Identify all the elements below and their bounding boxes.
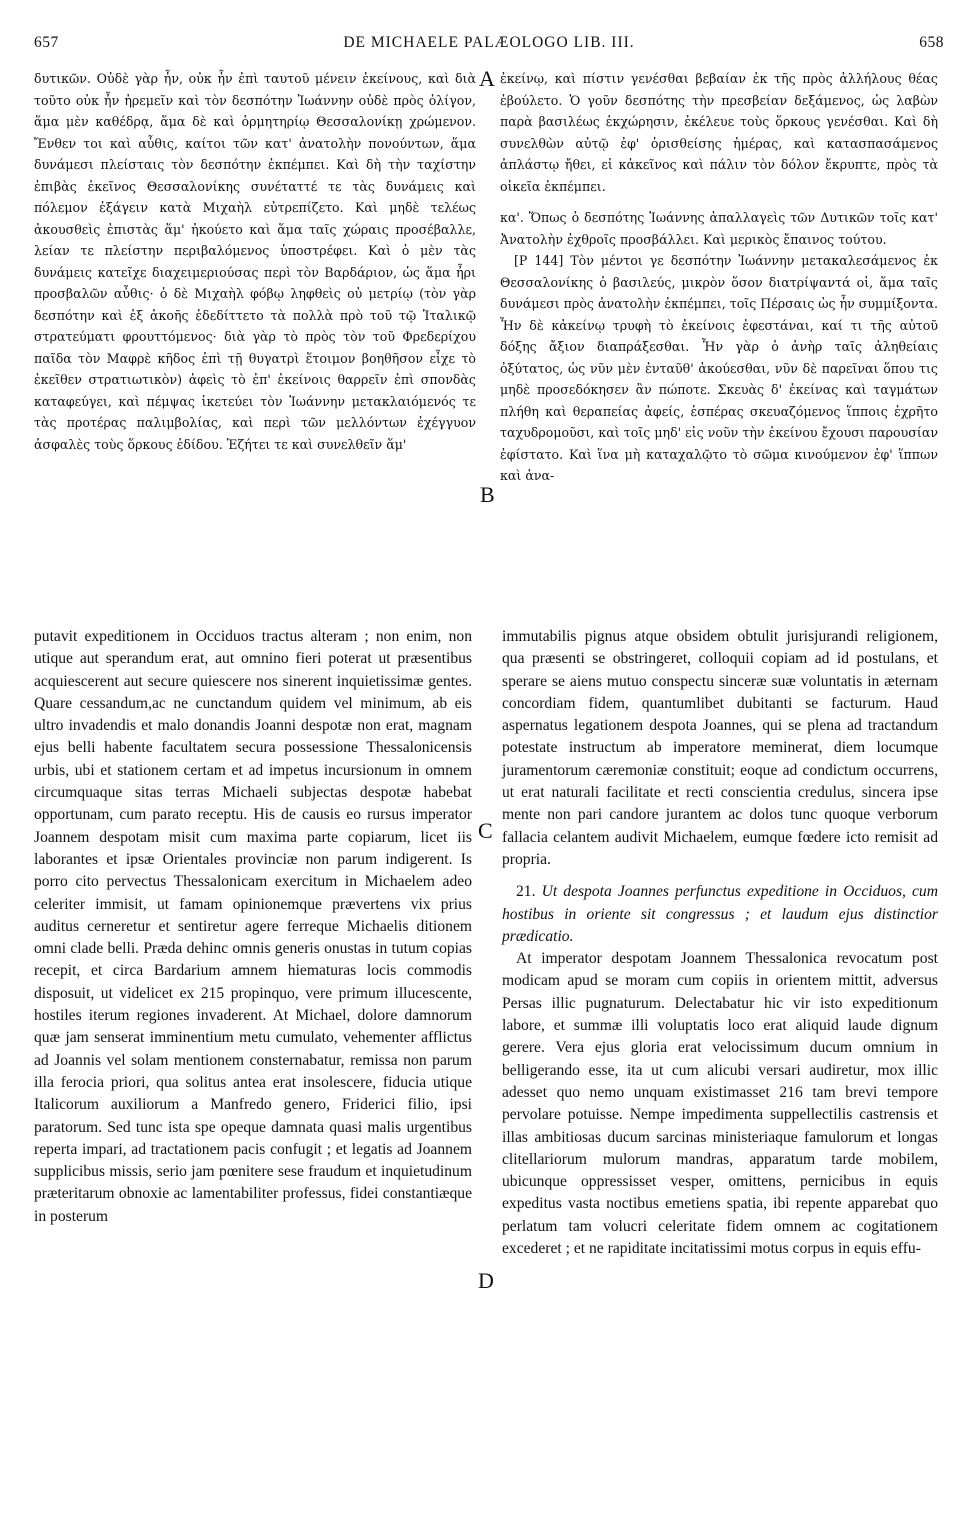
page-number-right: 658	[919, 34, 944, 51]
running-head-title: DE MICHAELE PALÆOLOGO LIB. III.	[343, 34, 635, 51]
latin-chapter-heading	[502, 881, 938, 948]
margin-marker-d: D	[478, 1268, 494, 1293]
running-header	[34, 34, 944, 56]
greek-column-right	[500, 68, 938, 487]
greek-chapter-heading: κα'. Ὅπως ὁ δεσπότης Ἰωάννης ἀπαλλαγεὶς τῶν Δυτικῶν τοῖς κατ' Ἀνατολὴν ἐχθροῖς προσβάλλει. Καὶ μερικὸς ἔπαινος τούτου.	[500, 210, 938, 247]
margin-marker-a: A	[479, 66, 495, 91]
margin-marker-c: C	[478, 818, 493, 843]
latin-paragraph: putavit expeditionem in Occiduos tractus alteram ; non enim, non utique aut sperandum erat, aut omnino fieri poterat ut præsentibus acquiescerent aut secure quiescere nos sinerent inquietissimæ gentes. Quare cessandum,ac ne cunctandum quidem vel minimum, ab eis ultro invadendis et malo donandis Joanni despotæ non erat, magnam ejus belli habente facultatem secura possessione Thessalonicensis urbis, ubi et stationem certam et ad impetus incursionum in omnem circumquaque sitas terras Michaeli subjectas despotæ habebat opportunam, cum parato receptu. His de causis eo rursus imperator Joannem despotam misit cum maxima parte copiarum, licet iis laborantes et ipsæ Orientales provinciæ non parum indigerent. Is porro cito pervectus Thessalonicam exercitum in Michaelem adeo celeriter immisit, ut famam opinionemque prævertens vix prius auditus cerneretur et sentiretur agere ferreque Michaelis ditionem omni clade belli. Præda dehinc omnis generis onustas in tutum copias recepit, et circa Bardarium amnem hiematuras locis commodis disposuit, ut videlicet ex 215 propinquo, vere primum illucescente, hostiles iterum regiones invaderent. At Michael, dolore damnorum quæ jam senserat imminentium metu cumulato, vehementer afflictus ad Joannis vel solam mentionem consternabatur, remissa non parum illa ferocia priori, qua solitus antea erat insolescere, fiducia utique Italicorum auxiliorum a Manfredo genero, Friderici filio, ipsi paratorum. Sed tunc ista spe opeque damnata quasi malis urgentibus reperta impari, ad tractationem pacis confugit ; et legatis ad Joannem supplicibus missis, serio jam pœnitere sese fraudum et inquietudinum præteritarum obnoxie ac lamentabiliter professus, fidei constantiæque in posterum	[34, 628, 472, 1225]
page-number-left: 657	[34, 34, 59, 51]
latin-column-right	[502, 626, 938, 1260]
latin-paragraph: immutabilis pignus atque obsidem obtulit jurisjurandi religionem, qua præsenti se obstringeret, colloquii copiam ad id postulans, et sperare se aiens mutuo conspectu sinceræ suæ voluntatis in æternam concordiam fidem, quantumlibet dubitanti se facturum. Haud aspernatus legationem despota Joannes, qui se plena ad tractandum potestate instructum ab imperatore meminerat, diem locumque juramentorum cæremoniæ constituit; eoque ad condictum occurrens, ut erat naturali facilitate et recti conscientia credulus, sincera ipse mente non pari candore jurantem ac dolos tunc quoque verborum fallacia celantem audivit Michaelem, eumque fœdere icto remisit ad propria.	[502, 628, 938, 868]
chapter-heading-text: Ut despota Joannes perfunctus expeditione in Occiduos, cum hostibus in oriente sit congressus ; et laudum ejus distinctior prædicatio.	[502, 883, 938, 945]
latin-column-left	[34, 626, 472, 1228]
latin-paragraph: At imperator despotam Joannem Thessalonica revocatum post modicam apud se moram cum copiis in orientem mittit, adversus Persas illic pugnaturum. Delectabatur hic vir isto expeditionum labore, et summæ illi voluptatis loco erat aliquid laude dignum gerere. Vera ejus gloria erat velocissimum ducum omnium in belligerando esse, ita ut cum alicubi versari audiretur, mox illic adesset quo nemo unquam existimasset 216 tam brevi tempore pervolare potuisse. Nempe impedimenta suppellectilis castrensis et illas ambitiosas ducum sarcinas ministeriaque famulorum et longas clitellariorum mulorum mandras, apparatum tarde mobilem, ubicunque oppressisset vesper, omittens, pernicibus in equis expeditus vasta noctibus emetiens spatia, ibi repente apparebat quo perlatum tam volucri celeritate fidem omnem ac cogitationem excederet ; et ne rapiditate incitatissimi motus corpus in equis effu-	[502, 950, 938, 1258]
chapter-number: 21.	[516, 883, 536, 901]
margin-marker-b: B	[480, 482, 495, 507]
greek-paragraph: δυτικῶν. Οὐδὲ γὰρ ἦν, οὐκ ἦν ἐπὶ ταυτοῦ μένειν ἐκείνους, καὶ διὰ τοῦτο οὐκ ἦν ἠρεμεῖν καὶ τὸν δεσπότην Ἰωάννην οὐδὲ πρὸς ὀλίγον, ἅμα μὲν καθέδρᾳ, ἅμα δὲ καὶ ὁρμητηρίῳ Θεσσαλονίκῃ χρώμενον. Ἔνθεν τοι καὶ αὖθις, καίτοι τῶν κατ' ἀνατολὴν πονούντων, ἅμα δυνάμεσι πλείσταις τὸν δεσπότην ἐκπέμπει. Καὶ δὴ τὴν ταχίστην ἐπιβὰς ἐκεῖνος Θεσσαλονίκης συνέταττέ τε τὰς δυνάμεις καὶ πόλεμον ἐξάγειν κατὰ Μιχαὴλ εὐτρεπίζετο. Καὶ μηδὲ τελέως ἀκουσθεὶς ἐπιστὰς ἅμ' ἠκούετο καὶ ἅμα ταῖς χώραις προσέβαλλε, λείαν τε πλείστην περιβαλόμενος ὑποστρέφει. Καὶ ὁ μὲν τὰς δυνάμεις κατεῖχε διαχειμεριούσας περὶ τὸν Βαρδάριον, ὡς ἅμα ἦρι προσβαλῶν αὖθις· ὁ δὲ Μιχαὴλ φόβῳ ληφθεὶς οὐ μετρίῳ (τὸν γὰρ δεσπότην καὶ ἐξ ἀκοῆς ἐδεδίττετο τὰ πολλὰ πρὸ τοῦ τῷ Ἰταλικῷ στρατεύματι φρουττόμενος· διὰ γὰρ τὸ πρὸς τὸν τοῦ Φρεδερίχου παῖδα τὸν Μαφρὲ κῆδος ἐπὶ τῇ θυγατρὶ ἕτοιμον βοηθῆσον εἶχε τὸ ἐκεῖθεν στρατιωτικὸν) ἀφεὶς τὸ ἐπ' ἐκείνοις θαρρεῖν ἐπὶ σπονδὰς καταφεύγει, καὶ πέμψας ἱκετεύει τὸν Ἰωάννην μετακλαιόμενός τε τὰς προτέρας παλιμβολίας, καὶ περὶ τῶν μελλόντων ἐχέγγυον ἀσφαλὲς τοὺς ὅρκους ἐδίδου. Ἐζήτει τε καὶ συνελθεῖν ἅμ'	[34, 71, 476, 452]
greek-paragraph: ἐκείνῳ, καὶ πίστιν γενέσθαι βεβαίαν ἐκ τῆς πρὸς ἀλλήλους θέας ἐβούλετο. Ὁ γοῦν δεσπότης τὴν πρεσβείαν δεξάμενος, ὡς λαβὼν παρὰ βασιλέως ἐκχώρησιν, ἐκέλευε τοὺς ὅρκους γενέσθαι. Καὶ δὴ συνελθὼν αὐτῷ ἐφ' ὁρισθείσης ἡμέρας, καὶ κατασπασάμενος ἀπλάστῳ ἤθει, εἰ κἀκεῖνος καὶ πάλιν τὸν δόλον ἔκρυπτε, πρὸς τὰ οἰκεῖα ἐκπέμπει.	[500, 71, 938, 194]
greek-paragraph: [P 144] Τὸν μέντοι γε δεσπότην Ἰωάννην μετακαλεσάμενος ἐκ Θεσσαλονίκης ὁ βασιλεύς, μικρὸν ὅσον διατρίψαντά οἱ, ἅμα ταῖς δυνάμεσι πρὸς ἀνατολὴν ἐκπέμπει, τοῖς Πέρσαις ὡς ἦν συμμίξοντα. Ἦν δὲ κἀκείνῳ τρυφὴ τὸ ἐκείνοις ἐφεστάναι, καί τι τῆς αὐτοῦ δόξης ἄξιον διαπράξεσθαι. Ἦν γὰρ ὁ ἀνὴρ ταῖς ἀληθείαις ὀξύτατος, ὡς νῦν μὲν ἐνταῦθ' ἀκούεσθαι, νῦν δὲ παρεῖναι ὅπου τις μηδὲ προσεδόκησεν ἂν πώποτε. Σκευὰς δ' ἐκείνας καὶ ταγμάτων πλήθη καὶ θεραπείας ἀφείς, ἑσπέρας σκευαζόμενος ἵπποις ἐχρῆτο ταχυδρομοῦσι, καὶ τοῖς μηδ' εἰς νοῦν τὴν ἐκείνου ἔχουσι παρουσίαν ἐφίστατο. Καὶ ἵνα μὴ καταχαλῷτο τὸ σῶμα κινούμενον ἐφ' ἵππων καὶ ἀνα-	[500, 253, 939, 483]
greek-column-left	[34, 68, 476, 455]
